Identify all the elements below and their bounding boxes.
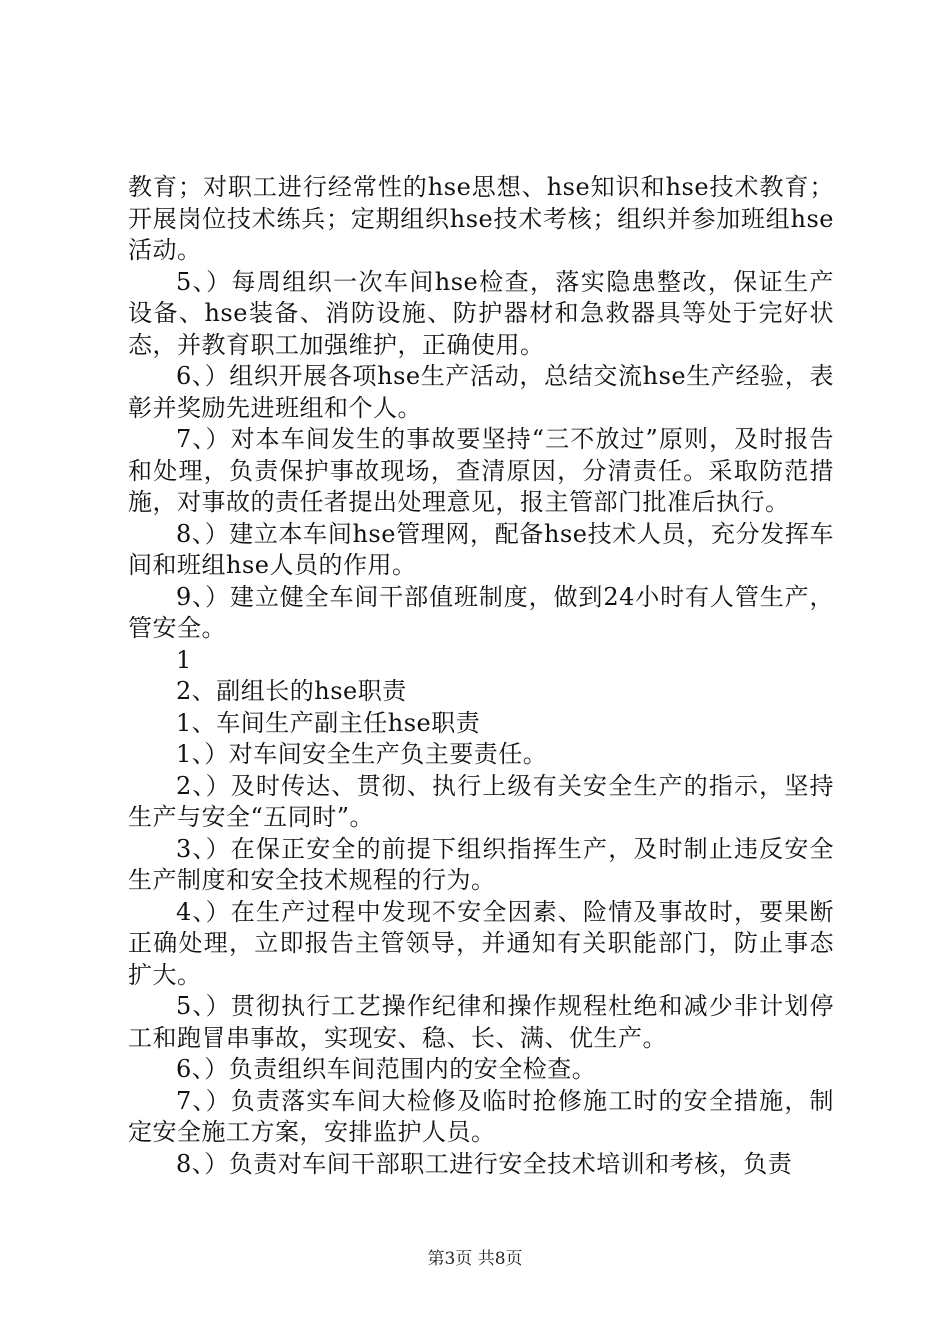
paragraph: 1 bbox=[176, 645, 192, 674]
section-heading: 2、副组长的hse职责 bbox=[176, 677, 407, 705]
paragraph: 9、）建立健全车间干部值班制度，做到24小时有人管生产，管安全。 bbox=[128, 582, 834, 642]
paragraph: 6、）组织开展各项hse生产活动，总结交流hse生产经验，表彰并奖励先进班组和个人。 bbox=[128, 362, 834, 422]
paragraph: 2、）及时传达、贯彻、执行上级有关安全生产的指示，坚持生产与安全“五同时”。 bbox=[128, 771, 834, 831]
subsection-heading: 1、车间生产副主任hse职责 bbox=[176, 708, 481, 737]
paragraph: 7、）对本车间发生的事故要坚持“三不放过”原则，及时报告和处理，负责保护事故现场，查清原因，分清责任。采取防范措施，对事故的责任者提出处理意见，报主管部门批准后执行。 bbox=[128, 425, 834, 516]
paragraph: 3、）在保正安全的前提下组织指挥生产，及时制止违反安全生产制度和安全技术规程的行为。 bbox=[128, 834, 834, 894]
paragraph: 6、）负责组织车间范围内的安全检查。 bbox=[176, 1055, 597, 1083]
paragraph: 8、）建立本车间hse管理网，配备hse技术人员，充分发挥车间和班组hse人员的作用。 bbox=[128, 519, 834, 579]
paragraph: 7、）负责落实车间大检修及临时抢修施工时的安全措施，制定安全施工方案，安排监护人员。 bbox=[128, 1086, 834, 1146]
document-body bbox=[128, 172, 834, 1180]
paragraph: 8、）负责对车间干部职工进行安全技术培训和考核，负责 bbox=[176, 1149, 793, 1178]
page-number-footer: 第3页 共8页 bbox=[427, 1249, 523, 1269]
paragraph: 教育；对职工进行经常性的hse思想、hse知识和hse技术教育；开展岗位技术练兵；定期组织hse技术考核；组织并参加班组hse活动。 bbox=[128, 173, 834, 264]
paragraph: 1、）对车间安全生产负主要责任。 bbox=[176, 740, 548, 768]
paragraph: 4、）在生产过程中发现不安全因素、险情及事故时，要果断正确处理，立即报告主管领导，并通知有关职能部门，防止事态扩大。 bbox=[128, 897, 834, 989]
paragraph: 5、）贯彻执行工艺操作纪律和操作规程杜绝和减少非计划停工和跑冒串事故，实现安、稳、长、满、优生产。 bbox=[128, 992, 834, 1052]
paragraph: 5、）每周组织一次车间hse检查，落实隐患整改，保证生产设备、hse装备、消防设施、防护器材和急救器具等处于完好状态，并教育职工加强维护，正确使用。 bbox=[128, 267, 834, 359]
